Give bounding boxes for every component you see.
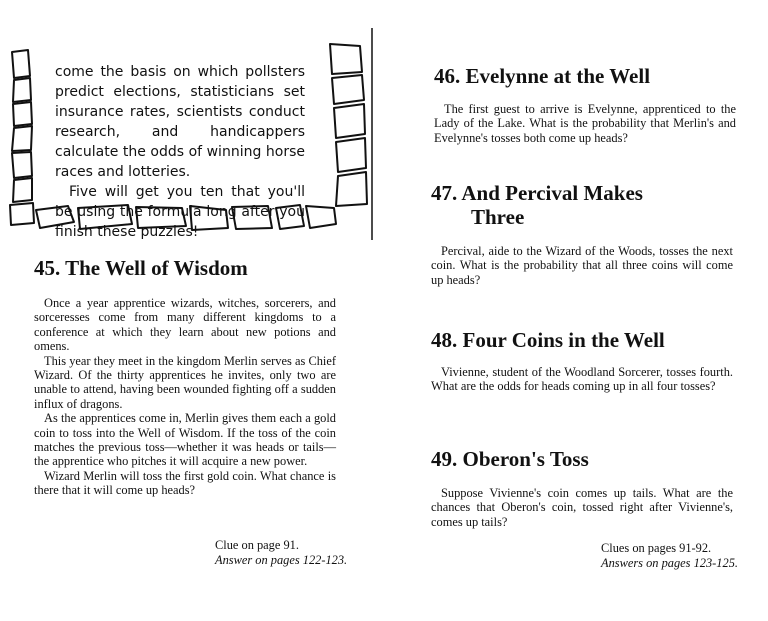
puzzle-46-text: The first guest to arrive is Evelynne, apprenticed to the Lady of the Lake. What is the probability that Merlin's and Evelynne's tosses both come up heads? — [434, 102, 736, 145]
puzzle-46-body — [434, 102, 736, 145]
puzzle-48-title: Four Coins in the Well — [462, 328, 665, 352]
puzzle-49-references — [601, 541, 738, 570]
puzzle-49-body — [431, 486, 733, 529]
puzzle-49-text: Suppose Vivienne's coin comes up tails. What are the chances that Oberon's coin, tossed right after Vivienne's, comes up tails? — [431, 486, 733, 529]
boxed-paragraph-2: Five will get you ten that you'll be using the formula long after you finish these puzzles! — [55, 184, 305, 240]
puzzle-45-paragraph: This year they meet in the kingdom Merlin serves as Chief Wizard. Of the thirty apprentices he invites, only two are unable to attend, having been wounded fighting off a sudden influx of dragons. — [34, 353, 336, 411]
puzzle-47-title-line-1: And Percival Makes — [461, 181, 643, 205]
puzzle-45-paragraph: As the apprentices come in, Merlin gives them each a gold coin to toss into the Well of Wisdom. If the toss of the coin matches the previous toss—whether it was heads or tails—the apprentice who pitches it will acquire a new power. — [34, 411, 336, 469]
puzzle-45-body — [34, 296, 336, 498]
puzzle-45-number: 45. — [34, 256, 61, 280]
puzzle-47-text: Percival, aide to the Wizard of the Woods, tosses the next coin. What is the probability that all three coins will come up heads? — [431, 244, 733, 287]
puzzle-45-paragraph: Wizard Merlin will toss the first gold coin. What chance is there that it will come up heads? — [34, 468, 336, 498]
puzzle-47-number: 47. — [431, 181, 458, 205]
puzzle-48-text: Vivienne, student of the Woodland Sorcerer, tosses fourth. What are the odds for heads coming up in all four tosses? — [431, 365, 733, 394]
boxed-paragraph-1: come the basis on which pollsters predict elections, statisticians set insurance rates, scientists conduct research, and handicappers calculate the odds of winning horse races and lotteries. — [55, 64, 305, 180]
puzzle-45-title: The Well of Wisdom — [65, 256, 248, 280]
puzzle-47-body — [431, 244, 733, 287]
puzzle-45-clue: Clue on page 91. — [215, 538, 299, 552]
puzzle-46-heading — [434, 64, 754, 88]
puzzle-45-references — [215, 538, 347, 567]
puzzle-48-heading — [431, 328, 761, 352]
puzzle-48-number: 48. — [431, 328, 458, 352]
puzzle-47-heading — [431, 181, 761, 229]
puzzle-49-answer: Answers on pages 123-125. — [601, 555, 738, 570]
puzzle-49-clue: Clues on pages 91-92. — [601, 541, 712, 555]
puzzle-46-number: 46. — [434, 64, 461, 88]
puzzle-45-heading — [34, 256, 354, 280]
puzzle-49-heading — [431, 447, 761, 471]
puzzle-48-body — [431, 365, 733, 394]
puzzle-49-title: Oberon's Toss — [462, 447, 589, 471]
puzzle-45-answer: Answer on pages 122-123. — [215, 552, 348, 567]
puzzle-47-title-line-2: Three — [471, 205, 525, 229]
boxed-intro-text — [55, 62, 305, 242]
puzzle-46-title: Evelynne at the Well — [465, 64, 651, 88]
puzzle-45-paragraph: Once a year apprentice wizards, witches, sorcerers, and sorceresses come from many different kingdoms to a conference at which they learn about new potions and omens. — [34, 296, 336, 354]
puzzle-49-number: 49. — [431, 447, 458, 471]
